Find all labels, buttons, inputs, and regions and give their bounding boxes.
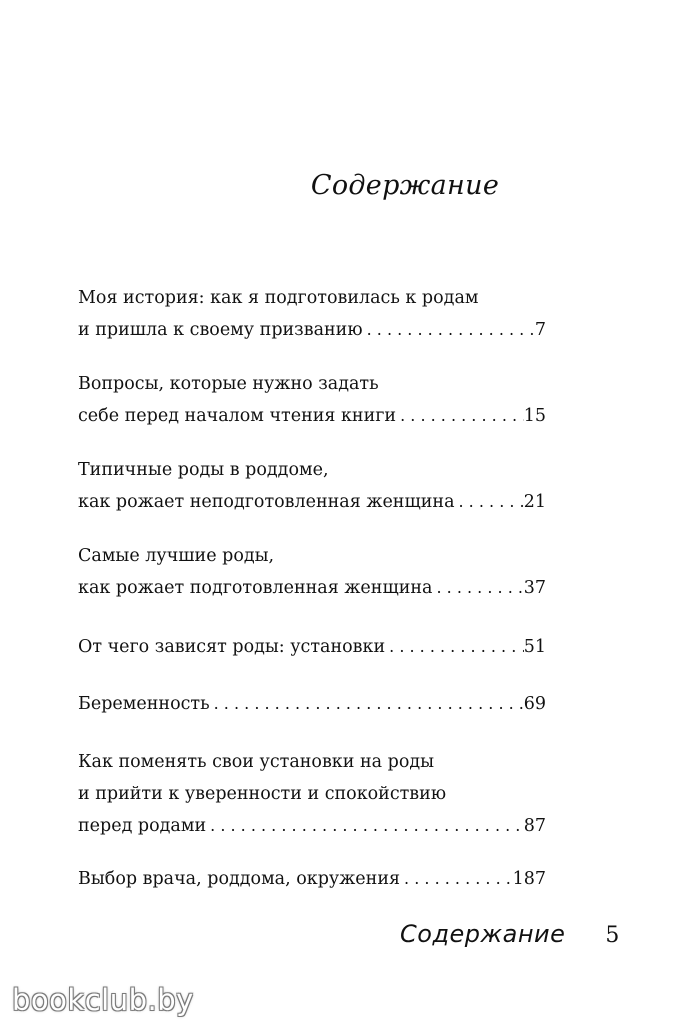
toc-entry-line: и пришла к своему призванию — [78, 320, 363, 340]
toc-entry-last-line — [78, 863, 546, 895]
dot-leader — [455, 486, 524, 518]
toc-entry-line: себе перед началом чтения книги — [78, 406, 397, 426]
toc-entry — [78, 863, 546, 895]
running-footer — [400, 920, 619, 948]
toc-page-number: 187 — [512, 869, 546, 889]
toc-entry — [78, 746, 546, 842]
toc-entry-last-line — [78, 314, 546, 346]
toc-entry-line: как рожает подготовленная женщина — [78, 578, 433, 598]
toc-page-number: 15 — [523, 406, 546, 426]
toc-entry-line: От чего зависят роды: установки — [78, 637, 386, 657]
dot-leader — [385, 631, 524, 663]
watermark: bookclub.by — [12, 983, 194, 1017]
toc-entry-last-line — [78, 810, 546, 842]
toc-entry — [78, 282, 546, 346]
toc-entry — [78, 454, 546, 518]
toc-page-number: 21 — [523, 492, 546, 512]
toc-entry-last-line — [78, 400, 546, 432]
toc-entry-last-line — [78, 572, 546, 604]
toc-entry — [78, 540, 546, 604]
dot-leader — [396, 400, 524, 432]
dot-leader — [432, 572, 523, 604]
toc-entry-line: Типичные роды в роддоме, — [78, 460, 329, 480]
toc-entry-line: Как поменять свои установки на роды — [78, 752, 435, 772]
toc-page-number: 7 — [534, 320, 546, 340]
toc-entry-line: перед родами — [78, 816, 207, 836]
toc-page-number: 37 — [523, 578, 546, 598]
page-number: 5 — [605, 923, 620, 948]
toc-entry-line: Моя история: как я подготовилась к родам — [78, 288, 479, 308]
toc-page-number: 69 — [523, 694, 546, 714]
page-title: Содержание — [310, 170, 500, 201]
toc-entry-line: Выбор врача, роддома, окружения — [78, 869, 401, 889]
dot-leader — [206, 810, 524, 842]
toc-page-number: 87 — [523, 816, 546, 836]
dot-leader — [210, 688, 524, 720]
toc-entry-line: как рожает неподготовленная женщина — [78, 492, 455, 512]
toc-entry — [78, 688, 546, 720]
toc-entry-line: и прийти к уверенности и спокойствию — [78, 784, 447, 804]
toc-entry-line: Беременность — [78, 694, 210, 714]
footer-section-title: Содержание — [400, 920, 566, 948]
toc-entry — [78, 631, 546, 663]
dot-leader — [400, 863, 513, 895]
dot-leader — [363, 314, 535, 346]
toc-entry — [78, 368, 546, 432]
toc-entry-last-line — [78, 688, 546, 720]
toc-page-number: 51 — [523, 637, 546, 657]
toc-entry-last-line — [78, 631, 546, 663]
toc-entry-line: Вопросы, которые нужно задать — [78, 374, 379, 394]
toc-entry-line: Самые лучшие роды, — [78, 546, 275, 566]
toc-entry-last-line — [78, 486, 546, 518]
